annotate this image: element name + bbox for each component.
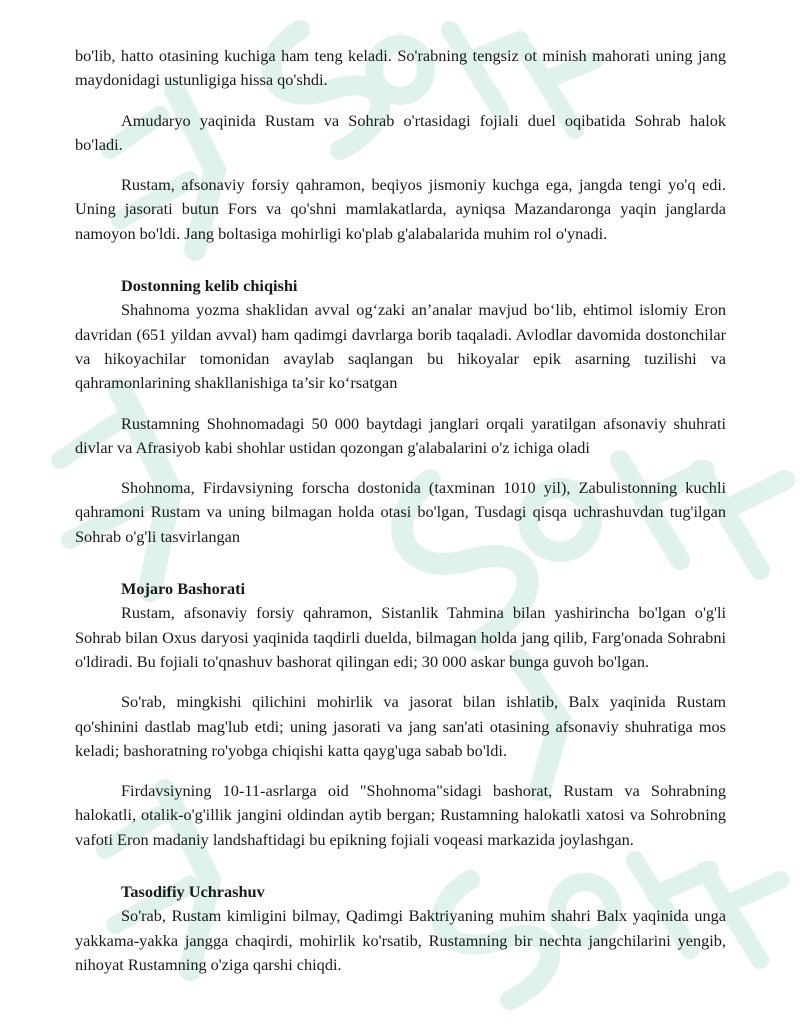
paragraph-9: Firdavsiyning 10-11-asrlarga oid "Shohnoma"sidagi bashorat, Rustam va Sohrabning halokatli, otalik-o'g'illik jangini oldindan aytib bergan; Rustamning halokatli xatosi va Sohrobning vafoti Eron madaniy landshaftidagi bu epikning fojiali voqeasi markazida joylashgan. <box>75 781 726 849</box>
paragraph-4: Shahnoma yozma shaklidan avval og‘zaki an’analar mavjud bo‘lib, ehtimol islomiy Eron davridan (651 yildan avval) ham qadimgi davrlarga borib taqaladi. Avlodlar davomida dostonchilar va hikoyachilar tomonidan avaylab saqlangan bu hikoyalar epik asarning tuzilishi va qahramonlarining shakllanishiga ta’sir ko‘rsatgan <box>75 300 726 393</box>
paragraph-6: Shohnoma, Firdavsiyning forscha dostonida (taxminan 1010 yil), Zabulistonning kuchli qahramoni Rustam va uning bilmagan holda otasi bo'lgan, Tusdagi qisqa uchrashuvdan tug'ilgan Sohrab o'g'li tasvirlangan <box>75 478 726 546</box>
paragraph-7: Rustam, afsonaviy forsiy qahramon, Sistanlik Tahmina bilan yashirincha bo'lgan o'g'li Sohrab bilan Oxus daryosi yaqinida taqdirli duelda, bilmagan holda jang qilib, Farg'onada Sohrabni o'ldiradi. Bu fojiali to'qnashuv bashorat qilingan edi; 30 000 askar bunga guvoh bo'lgan. <box>75 603 726 671</box>
paragraph-1: bo'lib, hatto otasining kuchiga ham teng keladi. So'rabning tengsiz ot minish mahorati uning jang maydonidagi ustunligiga hissa qo'shdi. <box>75 46 726 90</box>
paragraph-8: So'rab, mingkishi qilichini mohirlik va jasorat bilan ishlatib, Balx yaqinida Rustam qo'shinini dastlab mag'lub etdi; uning jasorati va jang san'ati otasining afsonaviy shuhratiga mos keladi; bashoratning ro'yobga chiqishi katta qayg'uga sabab bo'ldi. <box>75 692 726 760</box>
section-heading-prophecy: Mojaro Bashorati <box>121 579 246 599</box>
document-page <box>75 44 726 977</box>
paragraph-3: Rustam, afsonaviy forsiy qahramon, beqiyos jismoniy kuchga ega, jangda tengi yo'q edi. Uning jasorati butun Fors va qo'shni mamlakatlarda, ayniqsa Mazandaronga yaqin janglarda namoyon bo'ldi. Jang boltasiga mohirligi ko'plab g'alabalarida muhim rol o'ynadi. <box>75 175 726 243</box>
section-heading-encounter: Tasodifiy Uchrashuv <box>121 882 265 902</box>
section-heading-origins: Dostonning kelib chiqishi <box>121 276 298 296</box>
paragraph-2: Amudaryo yaqinida Rustam va Sohrab o'rtasidagi fojiali duel oqibatida Sohrab halok bo'ladi. <box>75 110 726 154</box>
paragraph-10: So'rab, Rustam kimligini bilmay, Qadimgi Baktriyaning muhim shahri Balx yaqinida unga yakkama-yakka jangga chaqirdi, mohirlik ko'rsatib, Rustamning bir nechta jangchilarini yengib, nihoyat Rustamning o'ziga qarshi chiqdi. <box>75 906 726 974</box>
paragraph-5: Rustamning Shohnomadagi 50 000 baytdagi janglari orqali yaratilgan afsonaviy shuhrati divlar va Afrasiyob kabi shohlar ustidan qozongan g'alabalarini o'z ichiga oladi <box>75 413 726 457</box>
